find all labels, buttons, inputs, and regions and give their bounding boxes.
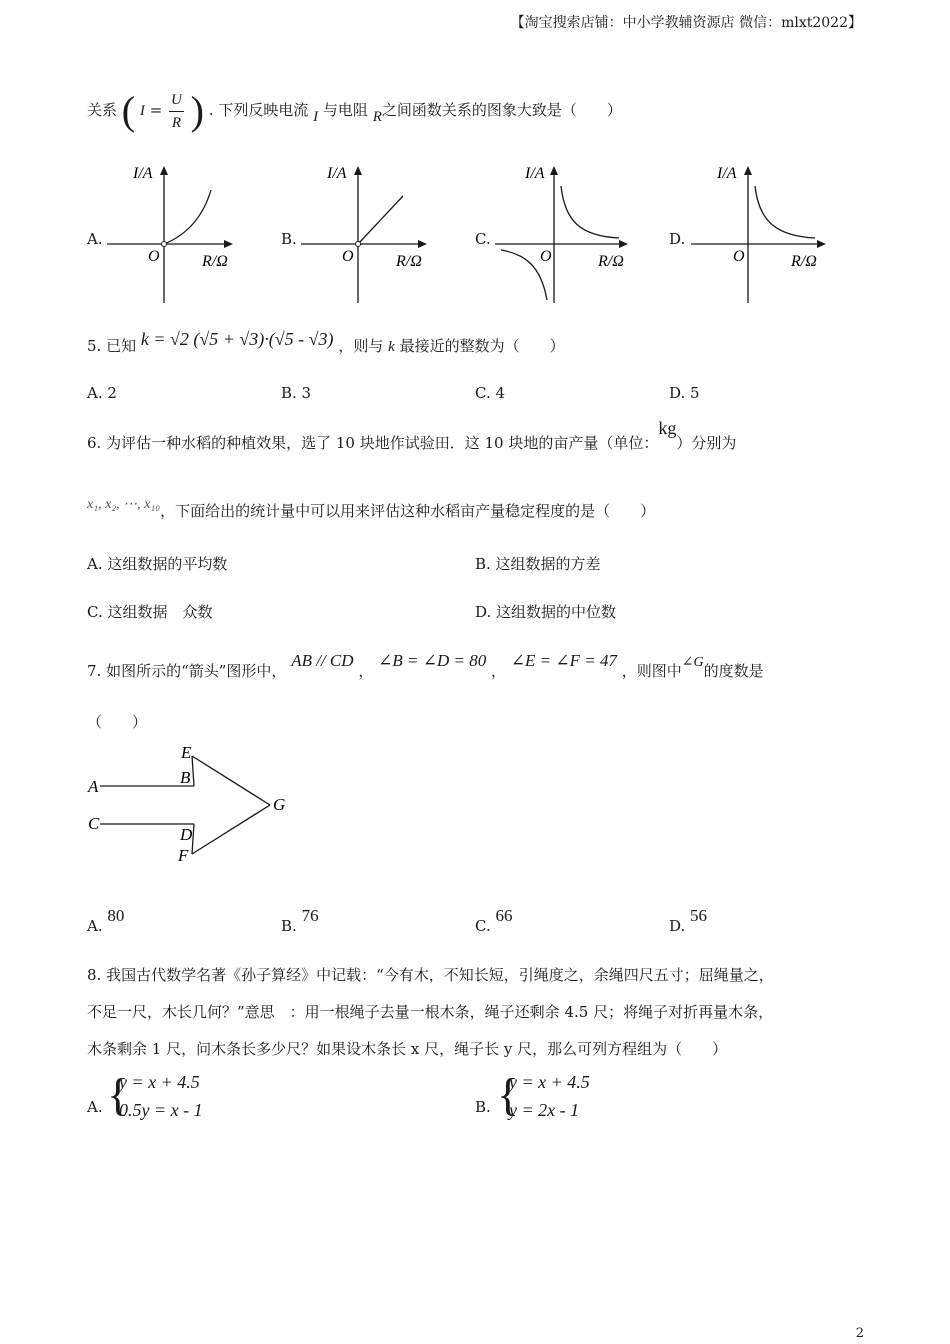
option-label: A. — [87, 230, 103, 248]
q6-option-d: D. 这组数据的中位数 — [475, 603, 617, 621]
q6-option-b: B. 这组数据的方差 — [475, 555, 601, 573]
segment-gf — [192, 805, 270, 854]
q6-text-end: ）分别为 — [676, 434, 737, 452]
y-axis-arrow — [354, 166, 362, 175]
q6-option-a: A. 这组数据的平均数 — [87, 555, 228, 573]
page-number: 2 — [855, 1326, 864, 1341]
q5-option-d: D. 5 — [669, 384, 700, 402]
option-label: A. — [87, 1098, 103, 1116]
equation-2: y = 2x - 1 — [509, 1100, 580, 1120]
q5-formula: k = √2 (√5 + √3)·(√5 - √3) — [140, 329, 334, 349]
option-label: B. — [475, 1098, 491, 1116]
x-label: R/Ω — [202, 253, 228, 270]
q5-option-a: A. 2 — [87, 384, 117, 402]
segment-be — [192, 756, 194, 786]
x-label: R/Ω — [598, 253, 624, 270]
q4-option-a — [87, 160, 247, 310]
option-label: C. — [475, 917, 491, 935]
option-label: A. — [87, 917, 103, 935]
point-g-label: G — [273, 795, 286, 814]
q7-sep2: ， — [491, 662, 507, 680]
segment-fd — [192, 824, 194, 854]
q7-option-d — [669, 906, 708, 935]
option-value: 76 — [301, 906, 319, 925]
segment-eg — [192, 756, 270, 805]
origin-dot — [162, 242, 167, 247]
point-e-label: E — [181, 743, 192, 762]
y-axis-arrow — [550, 166, 558, 175]
option-value: 80 — [107, 906, 125, 925]
graph-c — [495, 160, 635, 310]
origin-label: O — [540, 248, 552, 265]
option-value: 66 — [495, 906, 513, 925]
option-label: B. — [281, 917, 297, 935]
point-a-label: A — [88, 777, 99, 796]
q4-text-b: 与电阻 — [322, 101, 368, 119]
y-label: I/A — [133, 165, 153, 182]
x-label: R/Ω — [791, 253, 817, 270]
q6-unit: kg — [658, 418, 677, 438]
fraction-denominator: R — [171, 114, 182, 131]
origin-label: O — [342, 248, 354, 265]
x-axis-arrow — [619, 240, 628, 248]
y-label: I/A — [717, 165, 737, 182]
system-brace: { — [107, 1069, 130, 1120]
q4-option-d — [669, 160, 839, 310]
q7-answer-paren: （ ） — [87, 713, 148, 731]
q7-cond-angles-bd: ∠B = ∠D = 80 — [378, 651, 487, 670]
x-axis-arrow — [817, 240, 826, 248]
y-label: I/A — [525, 165, 545, 182]
q7-option-b — [281, 906, 319, 935]
y-axis-arrow — [160, 166, 168, 175]
q8-line3: 木条剩余 1 尺，问木条长多少尺？如果设木条长 x 尺，绳子长 y 尺，那么可列方程组为（ ） — [87, 1040, 728, 1058]
q6-option-c: C. 这组数据 众数 — [87, 603, 213, 621]
point-f-label: F — [178, 846, 189, 865]
x-axis-arrow — [418, 240, 427, 248]
q4-var-R: R — [372, 109, 382, 125]
origin-label: O — [733, 248, 745, 265]
right-paren: ) — [190, 88, 204, 133]
q6-line2 — [87, 497, 656, 521]
curve-hyperbola-positive — [755, 186, 815, 238]
point-c-label: C — [88, 814, 100, 833]
q8-line1: 8. 我国古代数学名著《孙子算经》中记载：“今有木，不知长短，引绳度之，余绳四尺五寸；屈绳量之， — [87, 966, 774, 984]
origin-label: O — [148, 248, 160, 265]
curve-parabola — [164, 190, 211, 244]
arrow-figure — [82, 738, 302, 870]
q6-line1 — [87, 418, 737, 453]
q5-option-b: B. 3 — [281, 384, 312, 402]
q7-cond-angles-ef: ∠E = ∠F = 47 — [510, 651, 617, 670]
q7-prefix: 7. 如图所示的“箭头”图形中， — [87, 662, 287, 680]
fraction-u-over-r — [169, 89, 184, 134]
option-label: C. — [475, 230, 491, 248]
equation-1: y = x + 4.5 — [509, 1072, 590, 1092]
formula-eq: = — [149, 101, 163, 119]
graph-a — [107, 160, 247, 310]
q6-vars: x₁, x₂, ⋯, x₁₀ — [87, 497, 161, 512]
y-label: I/A — [327, 165, 347, 182]
q4-text-c: 之间函数关系的图象大致是（ ） — [381, 101, 622, 119]
point-d-label: D — [180, 825, 193, 844]
q7-sep1: ， — [358, 662, 374, 680]
graph-b — [301, 160, 441, 310]
q7-mid: ，则图中 — [621, 662, 682, 680]
q5-option-c: C. 4 — [475, 384, 506, 402]
y-axis-arrow — [744, 166, 752, 175]
q7-suffix: 的度数是 — [703, 662, 764, 680]
q4-prefix: 关系 — [87, 101, 118, 119]
option-label: D. — [669, 917, 686, 935]
q4-var-I: I — [313, 109, 319, 125]
q4-text-a: . 下列反映电流 — [208, 101, 309, 119]
q7-var-g: ∠G — [681, 655, 704, 670]
page-header: 【淘宝搜索店铺：中小学教辅资源店 微信：mlxt2022】 — [510, 15, 862, 31]
option-label: D. — [669, 230, 686, 248]
option-value: 56 — [690, 906, 708, 925]
line-direct-proportion — [358, 196, 403, 244]
equation-1: y = x + 4.5 — [119, 1072, 200, 1092]
left-paren: ( — [121, 88, 136, 133]
q7-option-a — [87, 906, 125, 935]
point-b-label: B — [180, 768, 191, 787]
q6-text: 6. 为评估一种水稻的种植效果，选了 10 块地作试验田．这 10 块地的亩产量（单位： — [87, 434, 659, 452]
fraction-numerator: U — [169, 89, 184, 112]
curve-hyperbola-positive — [561, 186, 619, 238]
formula-I: I — [139, 103, 145, 119]
q4-option-c — [475, 160, 635, 310]
q6-text2: ，下面给出的统计量中可以用来评估这种水稻亩产量稳定程度的是（ ） — [160, 502, 656, 520]
q4-option-b — [281, 160, 441, 310]
x-axis-arrow — [224, 240, 233, 248]
q5-prefix: 5. 已知 — [87, 337, 137, 355]
q5-var-k: k — [388, 339, 395, 355]
q5-mid: ，则与 — [338, 337, 384, 355]
q8-line2: 不足一尺，木长几何？”意思 ：用一根绳子去量一根木条，绳子还剩余 4.5 尺；将绳子对折再量木条， — [87, 1003, 774, 1021]
equation-2: 0.5y = x - 1 — [119, 1100, 203, 1120]
option-label: B. — [281, 230, 297, 248]
q7-cond-parallel: AB // CD — [291, 651, 354, 670]
q5-stem — [87, 330, 565, 362]
q4-stem — [87, 80, 622, 140]
q5-suffix: 最接近的整数为（ ） — [399, 337, 565, 355]
q7-option-c — [475, 906, 513, 935]
q7-stem — [87, 651, 764, 681]
origin-dot — [356, 242, 361, 247]
graph-d — [689, 160, 834, 310]
x-label: R/Ω — [396, 253, 422, 270]
system-brace: { — [497, 1069, 520, 1120]
